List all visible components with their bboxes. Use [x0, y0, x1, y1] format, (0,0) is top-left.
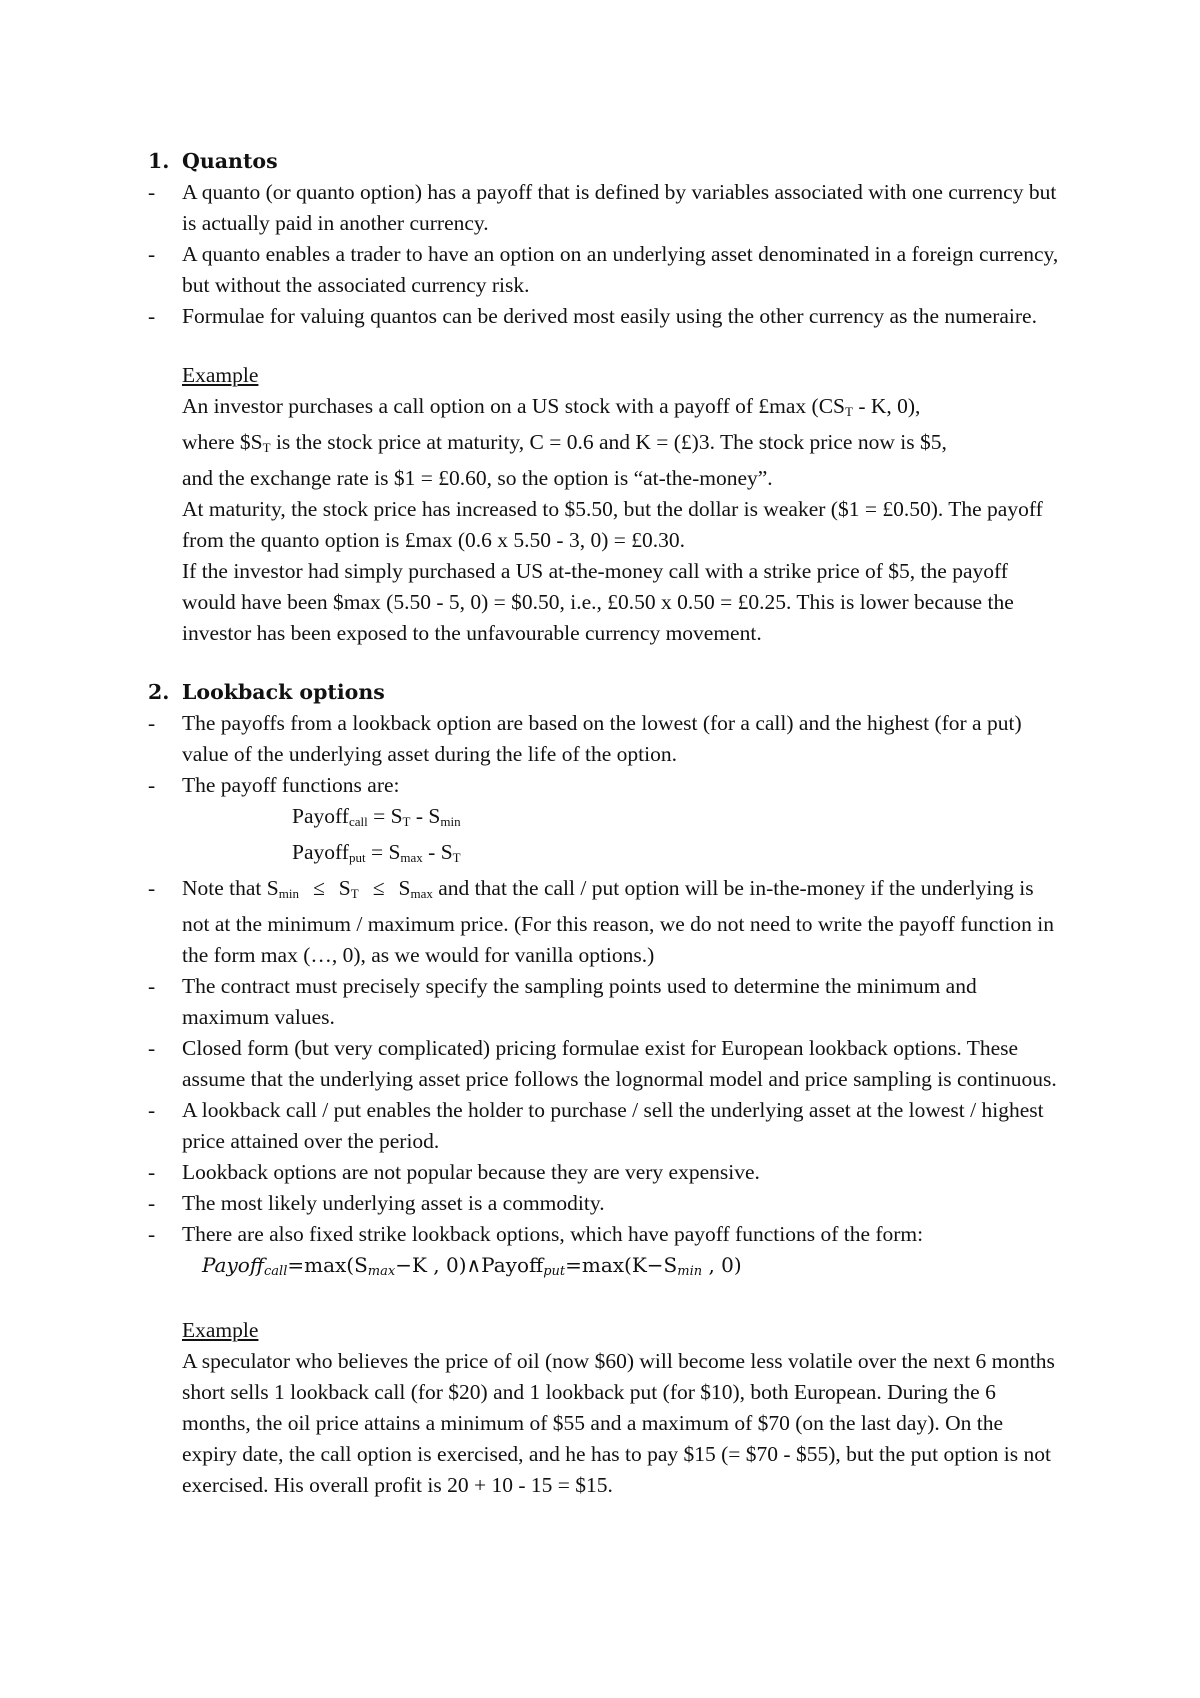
list-item: - Formulae for valuing quantos can be derived most easily using the other currency as the numeraire.	[148, 301, 1060, 332]
section-number: 1.	[148, 149, 170, 173]
example-label: Example	[182, 363, 259, 387]
list-item: - A quanto enables a trader to have an option on an underlying asset denominated in a foreign currency, but without the associated currency risk.	[148, 239, 1060, 301]
section-heading-lookback	[148, 677, 1060, 708]
section-heading-quantos	[148, 146, 1060, 177]
lookback-example	[148, 1315, 1060, 1501]
list-item: - The payoff functions are: Payoff$_{call}$ = $S_T - S_{min}$ Payoff$_{put}$ = $S_{max} - S_T$	[148, 770, 1060, 873]
section-number: 2.	[148, 680, 170, 704]
quantos-bullet-list	[148, 177, 1060, 332]
example-paragraph: An investor purchases a call option on a US stock with a payoff of £max ($CS_T$ - K, 0), where $\$S_T$ is the stock price at maturity, C = 0.6 and K = (£)3. The stock price now is $5, and the exchange rate is $1 = £0.60, so the option is “at-the-money”.	[182, 394, 947, 490]
list-item: - The most likely underlying asset is a commodity.	[148, 1188, 1060, 1219]
list-item: - Lookback options are not popular because they are very expensive.	[148, 1157, 1060, 1188]
fixed-strike-formula: $Payoff_{call}=\max(S_{max}-K$ , $0)\wedge Payoff_{put}=\max(K-S_{min}$ , 0)	[202, 1253, 742, 1279]
list-item: - The payoffs from a lookback option are based on the lowest (for a call) and the highest (for a put) value of the underlying asset during the life of the option.	[148, 708, 1060, 770]
list-item: - There are also fixed strike lookback options, which have payoff functions of the form: $Payoff_{call}=\max(S_{max}-K$ , $0)\wedge Payoff_{put}=\max(K-S_{min}$ , 0)	[148, 1219, 1060, 1287]
section-title: Quantos	[182, 149, 278, 173]
list-item: - The contract must precisely specify the sampling points used to determine the minimum and maximum values.	[148, 971, 1060, 1033]
example-label: Example	[182, 1318, 259, 1342]
example-paragraph: A speculator who believes the price of oil (now $60) will become less volatile over the next 6 months short sells 1 lookback call (for $20) and 1 lookback put (for $10), both European. During the 6 months, the oil price attains a minimum of $55 and a maximum of $70 (on the last day). On the expiry date, the call option is exercised, and he has to pay $15 (= $70 - $55), but the put option is not exercised. His overall profit is 20 + 10 - 15 = $15.	[182, 1349, 1055, 1497]
list-item: - Closed form (but very complicated) pricing formulae exist for European lookback options. These assume that the underlying asset price follows the lognormal model and price sampling is continuous.	[148, 1033, 1060, 1095]
quantos-example	[148, 360, 1060, 649]
list-item: - Note that $S_{min} \le S_T \le S_{max}$ and that the call / put option will be in-the-money if the underlying is not at the minimum / maximum price. (For this reason, we do not need to write the payoff function in the form max (…, 0), as we would for vanilla options.)	[148, 873, 1060, 971]
list-item: - A lookback call / put enables the holder to purchase / sell the underlying asset at the lowest / highest price attained over the period.	[148, 1095, 1060, 1157]
section-title: Lookback options	[182, 680, 385, 704]
example-paragraph: If the investor had simply purchased a US at-the-money call with a strike price of $5, the payoff would have been $max (5.50 - 5, 0) = $0.50, i.e., £0.50 x 0.50 = £0.25. This is lower because the investor has been exposed to the unfavourable currency movement.	[182, 559, 1014, 645]
list-item: - A quanto (or quanto option) has a payoff that is defined by variables associated with one currency but is actually paid in another currency.	[148, 177, 1060, 239]
payoff-call-formula: Payoff$_{call}$ = $S_T - S_{min}$	[292, 804, 461, 829]
payoff-put-formula: Payoff$_{put}$ = $S_{max} - S_T$	[292, 840, 461, 865]
example-paragraph: At maturity, the stock price has increased to $5.50, but the dollar is weaker ($1 = £0.50). The payoff from the quanto option is £max (0.6 x 5.50 - 3, 0) = £0.30.	[182, 497, 1043, 552]
lookback-bullet-list	[148, 708, 1060, 1287]
